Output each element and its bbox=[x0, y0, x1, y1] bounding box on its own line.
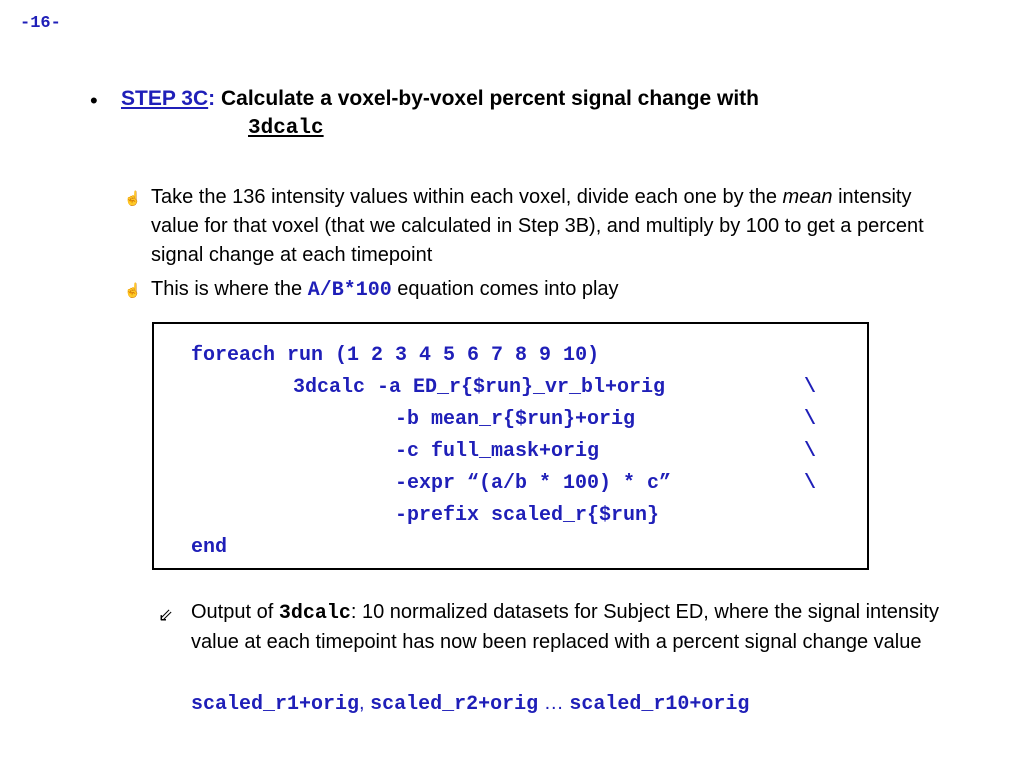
output-text bbox=[191, 598, 951, 657]
sub1-text-a: Take the 136 intensity values within each voxel, divide each one by the bbox=[151, 186, 783, 208]
output-files bbox=[191, 692, 749, 716]
page-number: -16- bbox=[20, 14, 61, 33]
step-colon: : bbox=[208, 87, 216, 110]
line-continuation: \ bbox=[804, 376, 817, 399]
output-file: scaled_r2+orig bbox=[370, 693, 539, 716]
output-file: scaled_r1+orig bbox=[191, 693, 360, 716]
sub-bullet-1 bbox=[151, 183, 931, 270]
output-separator: , bbox=[359, 692, 365, 714]
bullet-icon: • bbox=[90, 88, 98, 113]
code-line: end bbox=[191, 536, 228, 559]
output-text-b: : 10 normalized datasets for Subject ED, where the signal intensity value at each timepoint has now been replaced with a percent signal change value bbox=[191, 601, 939, 653]
code-line: foreach run (1 2 3 4 5 6 7 8 9 10) bbox=[191, 344, 600, 367]
code-line: -prefix scaled_r{$run} bbox=[395, 504, 660, 527]
output-text-a: Output of bbox=[191, 601, 279, 623]
output-file: scaled_r10+orig bbox=[569, 693, 750, 716]
line-continuation: \ bbox=[804, 408, 817, 431]
sub1-emphasis: mean bbox=[782, 186, 833, 208]
output-code: 3dcalc bbox=[278, 602, 351, 625]
sub1-text-b: intensity value for that voxel (that we calculated in Step 3B), and multiply by 100 to get a percent signal change at each timepoint bbox=[151, 186, 924, 266]
code-line: 3dcalc -a ED_r{$run}_vr_bl+orig bbox=[293, 376, 666, 399]
step-heading bbox=[121, 87, 759, 111]
code-box bbox=[152, 322, 869, 570]
sub2-text-b: equation comes into play bbox=[391, 278, 619, 300]
output-ellipsis: … bbox=[538, 692, 570, 714]
sub2-text-a: This is where the bbox=[151, 278, 308, 300]
line-continuation: \ bbox=[804, 472, 817, 495]
step-3c-link[interactable]: STEP 3C bbox=[121, 87, 209, 110]
code-line: -expr “(a/b * 100) * c” bbox=[395, 472, 672, 495]
arrow-icon: ⇙ bbox=[158, 605, 174, 625]
code-line: -c full_mask+orig bbox=[395, 440, 600, 463]
line-continuation: \ bbox=[804, 440, 817, 463]
step-title: Calculate a voxel-by-voxel percent signal change with bbox=[215, 87, 759, 110]
code-line: -b mean_r{$run}+orig bbox=[395, 408, 636, 431]
pointing-hand-icon: ☝ bbox=[124, 282, 142, 298]
step-command: 3dcalc bbox=[248, 117, 324, 140]
sub-bullet-2 bbox=[151, 275, 931, 305]
sub2-code: A/B*100 bbox=[307, 279, 392, 302]
pointing-hand-icon: ☝ bbox=[124, 190, 142, 206]
